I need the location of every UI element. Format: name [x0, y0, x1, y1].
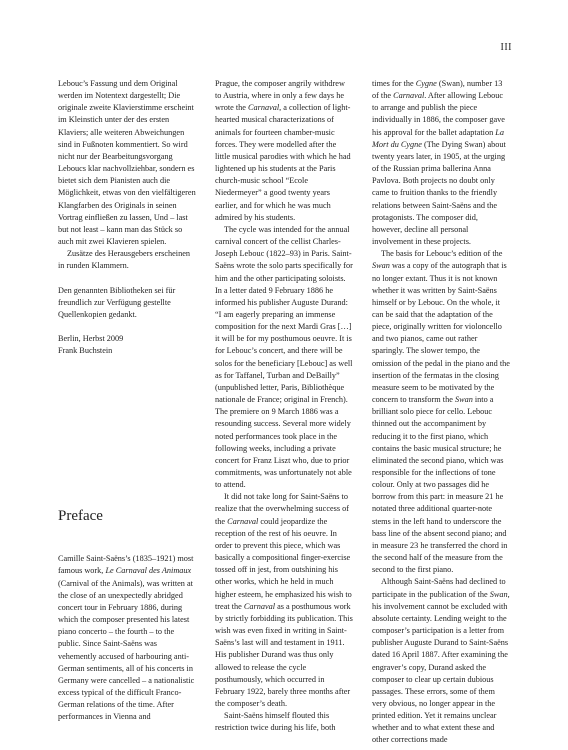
preface-paragraph-3: It did not take long for Saint-Saëns to realize that the overwhelming success of the Carnaval could jeopardize the reception of the rest of his oeuvre. In order to prevent this piece, which was basically a compositional finger-exercise tossed off in jest, from outshining his other works, which he held in much higher esteem, he emphasized his wish to treat the Carnaval as a posthumous work by strictly forbidding its publication. This wish was even fixed in writing in Saint-Saëns’s last will and testament in 1911. His publisher Durand was thus only allowed to release the cycle posthumously, which occurred in February 1922, barely three months after the composer’s death.	[215, 492, 353, 708]
preface-paragraph-5: The basis for Lebouc’s edition of the Swan was a copy of the autograph that is no longer extant. Thus it is not known whether it was written by Saint-Saëns himself or by Lebouc. On the whole, it can be said that the adaptation of the piece, originally written for violoncello and two pianos, came out rather sparingly. The slower tempo, the omission of the pedal in the piano and the insertion of the fermatas in the closing measure seem to be motivated by the concern to transform the Swan into a brilliant solo piece for cello. Lebouc thinned out the accompaniment by reducing it to the first piano, which contains the basic musical structure; he eliminated the second piano, which was responsible for the inflections of tone colour. Only at two passages did he borrow from this part: in measure 21 he notated three additional quarter-note stems in the left hand to underscore the bass line of the absent second piano; and in measure 23 he transferred the chord in the second half of the measure from the second to the first piano.	[372, 249, 510, 575]
preface-paragraph-1-cont: Prague, the composer angrily withdrew to Austria, where in only a few days he wrote the Carnaval, a collection of light-hearted musical characterizations of animals for fourteen chamber-music forces. They were modelled after the little musical parodies with which he had lightened up his students at the Paris church-music school “Ecole Niedermeyer” a good twenty years earlier, and for which he was much admired by his students.	[215, 79, 351, 222]
place-date: Berlin, Herbst 2009	[58, 333, 124, 343]
author-name: Frank Buchstein	[58, 346, 113, 356]
preface-paragraph-1: Camille Saint-Saëns’s (1835–1921) most famous work, Le Carnaval des Animaux (Carnival of the Animals), was written at the close of an unexpectedly abridged concert tour in February 1886, during which the composer presented his latest piano concerto – the fourth – to the public. Since Saint-Saëns was vehemently accused of harbouring anti-German sentiments, all of his concerts in Germany were cancelled – a nationalistic excess typical of the difficult Franco-German relations of the time. After performances in Vienna and	[58, 554, 195, 722]
text-column-1	[58, 78, 196, 723]
preface-paragraph-6: Although Saint-Saëns had declined to participate in the publication of the Swan, his involvement cannot be excluded with absolute certainty. Lending weight to the composer’s participation is a letter from publisher Auguste Durand to Saint-Saëns dated 16 April 1887. After examining the engraver’s copy, Durand asked the composer to clear up certain dubious passages. These errors, some of them very obvious, no longer appear in the printed edition. Yet it remains unclear whether and to what extent these and other corrections made	[372, 577, 510, 745]
section-heading-preface: Preface	[58, 508, 103, 525]
preface-paragraph-2: The cycle was intended for the annual carnival concert of the cellist Charles-Joseph Lebouc (1822–93) in Paris. Saint-Saëns wrote the solo parts specifically for him and the other participating soloists. In a letter dated 9 February 1886 he informed his publisher Auguste Durand: “I am eagerly preparing an immense composition for the next Mardi Gras […] it will be for my posthumous oeuvre. It is for Lebouc’s concert, and there will be solos for the beneficiary [Lebouc] as well as for Taffanel, Turban and DeBailly” (unpublished letter, Paris, Bibliothèque nationale de France; original in French). The premiere on 9 March 1886 was a resounding success. Several more widely noted performances took place in the following weeks, including a private concert for Franz Liszt who, due to prior commitments, was unfortunately not able to attend.	[215, 224, 353, 490]
text-column-2	[215, 78, 353, 734]
text-column-3	[372, 78, 510, 747]
german-paragraph-2: Zusätze des Herausgebers erscheinen in runden Klammern.	[58, 249, 191, 271]
preface-paragraph-4-cont: times for the Cygne (Swan), number 13 of the Carnaval. After allowing Lebouc to arrange and publish the piece individually in 1886, the composer gave his approval for the ballet adaptation La Mort du Cygne (The Dying Swan) about twenty years later, in 1905, at the urging of the Russian prima ballerina Anna Pavlova. Both projects no doubt only came to fruition thanks to the friendly relations between Saint-Saëns and the protagonists. The composer did, however, decline all personal involvement in these projects.	[372, 79, 506, 247]
page-number: III	[500, 42, 512, 53]
preface-paragraph-4: Saint-Saëns himself flouted this restriction twice during his life, both	[215, 711, 336, 733]
german-paragraph-1: Lebouc’s Fassung und dem Original werden im Notentext dargestellt; Die originale zweite Klavierstimme erscheint im Kleinstich unter der des ersten Klaviers; alle weiteren Abweichungen sind in Fußnoten kommentiert. So wird nicht nur der Bearbeitungsvorgang Leboucs klar nachvollziehbar, sondern es bietet sich dem Pianisten auch die Möglichkeit, etwas von den vielfältigeren Klangfarben des Originals in seinen Vortrag einfließen zu lassen, Und – last but not least – kann man das Stück so auch mit zwei Klavieren spielen.	[58, 79, 196, 247]
german-paragraph-3: Den genannten Bibliotheken sei für freundlich zur Verfügung gestellte Quellenkopien gedankt.	[58, 285, 176, 319]
